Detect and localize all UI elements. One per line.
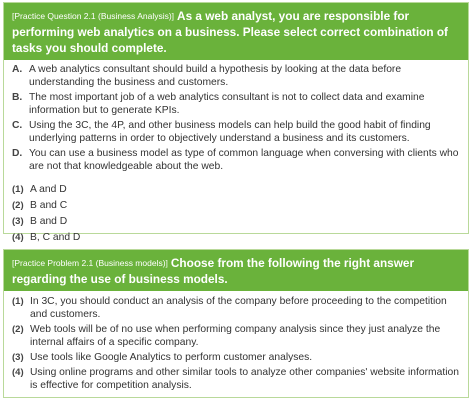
choice-key: (4) (12, 367, 24, 378)
option-key: A. (12, 64, 23, 75)
option-text: Using the 3C, the 4P, and other business models can help build the good habit of finding underlying patterns in order to objectively understand a business and its customers. (29, 120, 431, 144)
choice-key: (2) (12, 200, 24, 211)
option-text: A web analytics consultant should build a hypothesis by looking at the data before understanding the business and customers. (29, 64, 402, 88)
option-key: B. (12, 92, 23, 103)
problem-body (4, 291, 468, 392)
answer-choice-2[interactable] (12, 199, 460, 212)
option-c (12, 119, 460, 145)
answer-choices (12, 183, 460, 244)
option-key: D. (12, 148, 23, 159)
answer-choice-4[interactable] (12, 231, 460, 244)
answer-choice-3[interactable] (12, 351, 460, 364)
choice-text: Using online programs and other similar tools to analyze other companies' website information is effective for competition analysis. (30, 367, 459, 391)
question-tag: [Practice Question 2.1 (Business Analysis)] (12, 11, 175, 21)
choice-text: A and D (30, 184, 67, 195)
choice-key: (4) (12, 232, 24, 243)
choice-key: (1) (12, 184, 24, 195)
answer-choice-2[interactable] (12, 323, 460, 349)
option-a (12, 63, 460, 89)
question-title: As a web analyst, you are responsible for performing web analytics on a business. Please select correct combination of tasks you should complete. (12, 9, 448, 55)
option-text: You can use a business model as type of common language when conversing with clients who are not that knowledgeable about the web. (29, 148, 459, 172)
choice-text: B and C (30, 200, 68, 211)
problem-header (4, 250, 468, 291)
answer-choice-1[interactable] (12, 183, 460, 196)
practice-problem-card (3, 249, 469, 398)
choice-key: (3) (12, 352, 24, 363)
option-d (12, 147, 460, 173)
problem-title: Choose from the following the right answer regarding the use of business models. (12, 256, 415, 286)
option-text: The most important job of a web analytics consultant is not to collect data and examine information but to generate KPIs. (29, 92, 425, 116)
option-b (12, 91, 460, 117)
choice-text: Web tools will be of no use when performing company analysis since they just analyze the internal affairs of a specific company. (30, 324, 441, 348)
problem-tag: [Practice Problem 2.1 (Business models)] (12, 258, 168, 268)
practice-question-card (3, 2, 469, 243)
answer-choice-3[interactable] (12, 215, 460, 228)
question-body (4, 60, 468, 244)
choice-text: In 3C, you should conduct an analysis of the company before proceeding to the competition and customers. (30, 296, 447, 320)
choice-text: B, C and D (30, 232, 81, 243)
choice-key: (1) (12, 296, 24, 307)
choice-text: Use tools like Google Analytics to perform customer analyses. (30, 352, 313, 363)
option-key: C. (12, 120, 23, 131)
answer-choice-4[interactable] (12, 366, 460, 392)
choice-key: (2) (12, 324, 24, 335)
choice-text: B and D (30, 216, 68, 227)
question-header (4, 3, 468, 60)
answer-choice-1[interactable] (12, 295, 460, 321)
choice-key: (3) (12, 216, 24, 227)
